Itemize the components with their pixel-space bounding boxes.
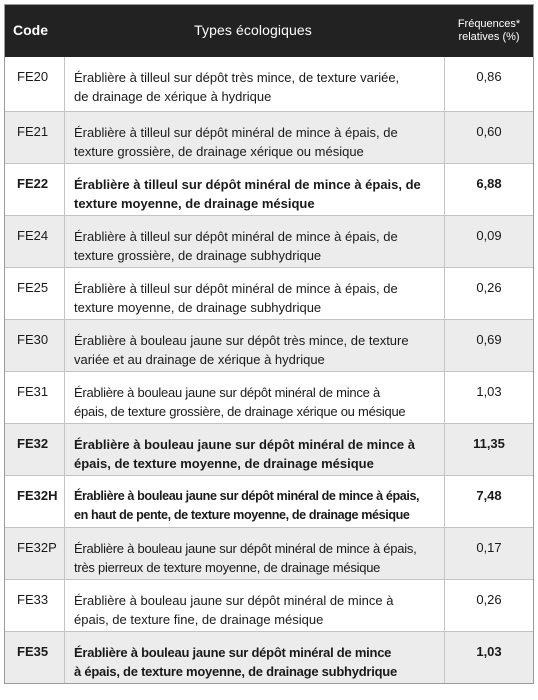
row-type (65, 476, 445, 527)
table-row (5, 57, 533, 111)
row-frequency: 0,17 (476, 540, 502, 555)
ecological-types-table (4, 4, 534, 684)
row-code: FE31 (5, 372, 65, 423)
header-frequencies (445, 5, 533, 44)
row-frequency: 1,03 (476, 644, 502, 659)
row-code: FE35 (5, 632, 65, 683)
row-frequency: 11,35 (473, 436, 505, 451)
header-types: Types écologiques (194, 22, 312, 38)
row-type-line1: Érablière à tilleul sur dépôt minéral de mince à épais, de (74, 229, 398, 244)
row-frequency: 7,48 (476, 488, 502, 503)
row-code: FE30 (5, 320, 65, 371)
row-type-line1: Érablière à bouleau jaune sur dépôt minéral de mince à épais, (74, 541, 417, 556)
row-type-line2: variée et au drainage de xérique à hydrique (74, 352, 325, 367)
row-code: FE33 (5, 580, 65, 631)
header-freq-line2: relatives (%) (458, 31, 520, 43)
row-type-line2: texture moyenne, de drainage subhydrique (74, 300, 322, 315)
row-code: FE20 (5, 57, 65, 111)
row-type (65, 632, 445, 683)
row-type-line2: texture moyenne, de drainage mésique (74, 196, 315, 211)
row-frequency: 0,09 (476, 228, 502, 243)
row-frequency: 0,60 (476, 124, 502, 139)
row-type-line2: très pierreux de texture moyenne, de drainage mésique (74, 560, 381, 575)
row-type-line2: texture grossière, de drainage subhydrique (74, 248, 322, 263)
row-type-line1: Érablière à bouleau jaune sur dépôt minéral de mince à (74, 437, 415, 452)
row-frequency: 0,26 (476, 280, 502, 295)
header-freq-line1: Fréquences* (457, 18, 521, 30)
row-type-line1: Érablière à tilleul sur dépôt très mince, de texture variée, (74, 70, 400, 85)
row-type-line1: Érablière à tilleul sur dépôt minéral de mince à épais, de (74, 177, 421, 192)
row-code: FE24 (5, 216, 65, 267)
row-type-line1: Érablière à tilleul sur dépôt minéral de mince à épais, de (74, 281, 398, 296)
row-type-line2: épais, de texture moyenne, de drainage mésique (74, 456, 374, 471)
row-type-line2: de drainage de xérique à hydrique (74, 89, 272, 104)
table-header (5, 5, 533, 57)
table-row (5, 111, 533, 163)
row-code: FE25 (5, 268, 65, 319)
row-code: FE32P (5, 528, 65, 579)
row-frequency: 0,86 (476, 69, 502, 84)
row-type (65, 580, 445, 631)
table-row (5, 267, 533, 319)
row-frequency: 6,88 (476, 176, 502, 191)
row-frequency: 1,03 (476, 384, 502, 399)
row-code: FE22 (5, 164, 65, 215)
table-row (5, 527, 533, 579)
row-type (65, 528, 445, 579)
row-frequency: 0,69 (476, 332, 502, 347)
row-code: FE21 (5, 112, 65, 163)
row-type-line1: Érablière à tilleul sur dépôt minéral de mince à épais, de (74, 125, 398, 140)
row-type (65, 112, 445, 163)
row-frequency: 0,26 (476, 592, 502, 607)
row-type-line1: Érablière à bouleau jaune sur dépôt minéral de mince à épais, (74, 489, 420, 503)
row-type-line1: Érablière à bouleau jaune sur dépôt très mince, de texture (74, 333, 409, 348)
row-type (65, 164, 445, 215)
row-type (65, 57, 445, 111)
row-code: FE32H (5, 476, 65, 527)
row-type (65, 320, 445, 371)
table-row (5, 631, 533, 683)
row-code: FE32 (5, 424, 65, 475)
table-row (5, 215, 533, 267)
table-row (5, 423, 533, 475)
row-type (65, 268, 445, 319)
table-row (5, 579, 533, 631)
row-type-line1: Érablière à bouleau jaune sur dépôt minéral de mince (74, 645, 392, 660)
row-type-line2: épais, de texture fine, de drainage mésique (74, 612, 324, 627)
row-type (65, 216, 445, 267)
row-type-line2: à épais, de texture moyenne, de drainage subhydrique (74, 664, 397, 679)
table-row (5, 371, 533, 423)
row-type-line2: épais, de texture grossière, de drainage xérique ou mésique (74, 404, 406, 419)
row-type (65, 372, 445, 423)
row-type (65, 424, 445, 475)
table-row (5, 475, 533, 527)
table-row (5, 163, 533, 215)
row-type-line1: Érablière à bouleau jaune sur dépôt minéral de mince à (74, 593, 394, 608)
row-type-line2: en haut de pente, de texture moyenne, de drainage mésique (74, 508, 410, 522)
row-type-line1: Érablière à bouleau jaune sur dépôt minéral de mince à (74, 385, 380, 400)
row-type-line2: texture grossière, de drainage xérique ou mésique (74, 144, 364, 159)
header-code: Code (13, 22, 48, 38)
table-row (5, 319, 533, 371)
